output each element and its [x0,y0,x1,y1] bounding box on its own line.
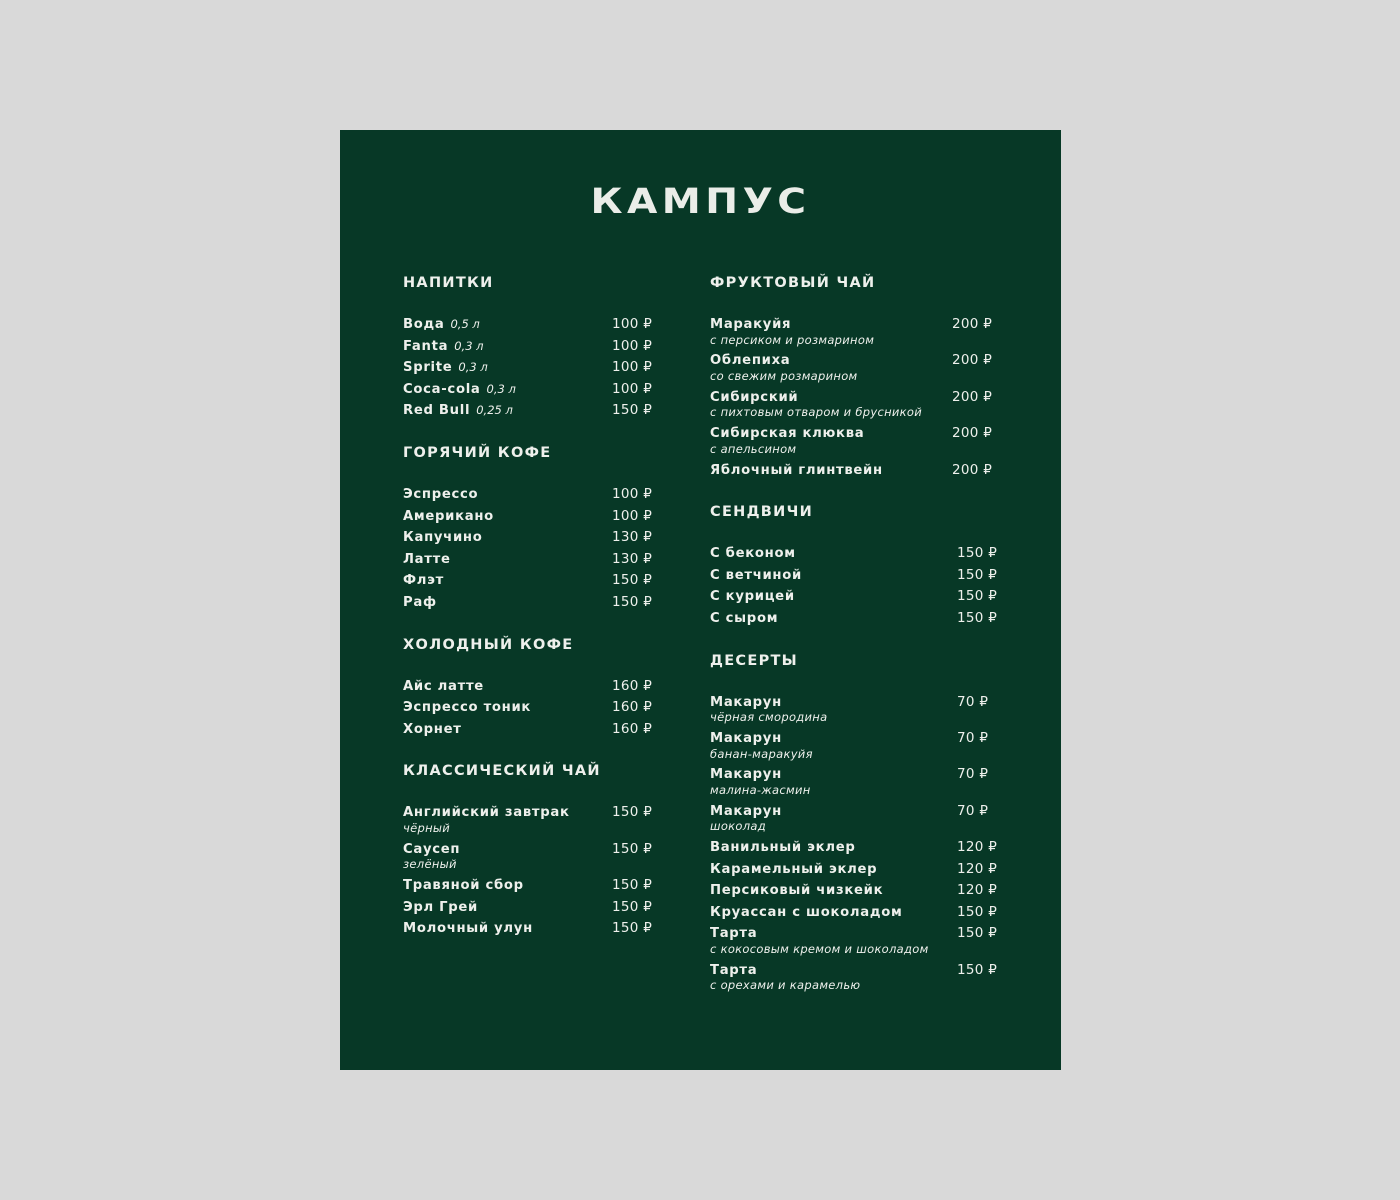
item-price: 200 ₽ [952,388,993,405]
item-note: банан-маракуйя [710,746,813,761]
item-price: 160 ₽ [612,699,653,716]
item-note: с пихтовым отваром и брусникой [710,405,923,420]
item-name: Макарун [710,694,782,710]
item-note: чёрный [403,820,451,835]
item-price: 150 ₽ [957,903,998,920]
item-price: 100 ₽ [612,337,653,354]
section-heading: НАПИТКИ [403,275,494,291]
item-name: Fanta [403,338,449,354]
item-price: 150 ₽ [957,588,998,605]
item-price: 120 ₽ [957,839,998,856]
item-name: Сибирская клюква [710,426,865,442]
item-name: Тарта [710,962,758,978]
item-price: 150 ₽ [612,840,653,857]
item-price: 150 ₽ [957,566,998,583]
menu-item [710,960,1010,996]
item-name: Макарун [710,767,782,783]
item-price: 160 ₽ [612,677,653,694]
menu-item [710,692,1010,728]
menu-item [710,543,1010,565]
item-name: Эрл Грей [403,899,478,915]
item-name: Хорнет [403,721,462,737]
menu-item [403,570,665,592]
item-name: Молочный улун [403,921,533,937]
item-name: Карамельный эклер [710,861,878,877]
item-name: Red Bull [403,403,471,419]
menu-item [403,400,665,422]
item-price: 150 ₽ [612,572,653,589]
menu-item [403,379,665,401]
menu-section [710,503,1010,629]
item-name: Вода [403,317,445,332]
item-price: 150 ₽ [957,545,998,562]
item-note: с персиком и розмарином [710,332,875,347]
menu-item [710,902,1010,924]
section-heading: ДЕСЕРТЫ [710,652,799,669]
item-name: Саусеп [403,841,461,857]
section-heading: КЛАССИЧЕСКИЙ ЧАЙ [403,763,601,780]
item-name: Coca-cola [403,381,481,397]
menu-section [403,444,665,614]
item-volume: 0,3 л [486,381,516,396]
menu-item [710,880,1010,902]
item-note: с апельсином [710,441,797,456]
item-note: малина-жасмин [710,782,811,797]
menu-item [710,837,1010,859]
item-price: 150 ₽ [612,920,653,937]
item-price: 100 ₽ [612,507,653,524]
item-price: 100 ₽ [612,380,653,397]
item-name: Облепиха [710,353,791,369]
item-name: Английский завтрак [403,805,570,821]
menu-item [710,565,1010,587]
menu-item [403,802,665,838]
menu-item [403,357,665,379]
menu-item [403,592,665,614]
item-price: 70 ₽ [957,693,989,710]
menu-item [710,586,1010,608]
menu-card [340,130,1061,1070]
menu-item [403,314,665,336]
menu-section [403,762,665,940]
item-price: 120 ₽ [957,882,998,899]
item-volume: 0,25 л [476,403,513,418]
item-name: Яблочный глинтвейн [710,462,883,478]
section-heading: СЕНДВИЧИ [710,504,814,521]
item-name: Капучино [403,530,483,546]
item-note: с орехами и карамелью [710,978,861,993]
menu-item [403,719,665,741]
menu-item [403,839,665,875]
section-heading: ГОРЯЧИЙ КОФЕ [403,444,552,461]
item-name: Персиковый чизкейк [710,883,884,899]
menu-item [403,918,665,940]
item-price: 100 ₽ [612,316,653,332]
menu-item [403,484,665,506]
menu-item [403,527,665,549]
item-price: 200 ₽ [952,461,993,478]
item-price: 160 ₽ [612,720,653,737]
item-name: Латте [403,551,451,567]
item-note: зелёный [403,857,457,872]
item-name: Макарун [710,803,782,819]
item-name: Маракуйя [710,317,792,332]
item-price: 130 ₽ [612,529,653,546]
item-name: Американо [403,508,494,524]
item-volume: 0,3 л [458,360,488,375]
menu-item [403,897,665,919]
item-name: Sprite [403,360,453,376]
item-name: С сыром [710,610,779,626]
menu-item [710,460,1010,482]
item-price: 150 ₽ [612,898,653,915]
menu-item [403,875,665,897]
item-name: Эспрессо тоник [403,700,532,716]
menu-item [403,506,665,528]
item-volume: 0,5 л [450,317,480,331]
menu-item [403,697,665,719]
item-price: 100 ₽ [612,485,653,502]
item-name: Макарун [710,730,782,746]
item-note: шоколад [710,819,766,834]
item-price: 200 ₽ [952,352,993,369]
item-name: Флэт [403,573,444,589]
item-price: 200 ₽ [952,425,993,442]
menu-item [710,764,1010,800]
menu-item [710,923,1010,959]
item-name: Ванильный эклер [710,840,856,856]
menu-section [403,274,665,422]
item-price: 150 ₽ [957,609,998,626]
menu-item [710,314,1010,350]
section-heading: ФРУКТОВЫЙ ЧАЙ [710,275,876,291]
menu-column-right [710,274,1010,1018]
menu-section [710,274,1010,481]
item-price: 120 ₽ [957,860,998,877]
item-name: Сибирский [710,389,799,405]
menu-item [710,423,1010,459]
item-price: 70 ₽ [957,729,989,746]
item-name: С ветчиной [710,567,802,583]
menu-item [403,549,665,571]
item-name: Эспрессо [403,486,479,502]
menu-column-left [403,274,665,962]
item-name: Травяной сбор [403,878,524,894]
item-name: Айс латте [403,678,484,694]
menu-section [403,636,665,741]
item-price: 130 ₽ [612,550,653,567]
item-price: 70 ₽ [957,766,989,783]
item-price: 150 ₽ [957,961,998,978]
item-price: 100 ₽ [612,359,653,376]
menu-item [710,801,1010,837]
item-name: Тарта [710,926,758,942]
item-name: С курицей [710,589,795,605]
menu-item [710,728,1010,764]
item-price: 150 ₽ [612,593,653,610]
item-note: чёрная смородина [710,710,828,725]
item-volume: 0,3 л [454,338,484,353]
menu-item [710,859,1010,881]
item-note: со свежим розмарином [710,368,858,383]
menu-title: КАМПУС [590,182,811,222]
section-heading: ХОЛОДНЫЙ КОФЕ [403,636,574,653]
item-price: 70 ₽ [957,802,989,819]
menu-section [710,652,1010,997]
menu-item [710,387,1010,423]
item-name: Круассан с шоколадом [710,904,903,920]
item-name: Раф [403,594,437,610]
menu-item [710,608,1010,630]
menu-item [403,336,665,358]
item-price: 150 ₽ [612,402,653,419]
menu-item [710,350,1010,386]
item-price: 150 ₽ [612,877,653,894]
item-price: 150 ₽ [612,804,653,821]
item-price: 200 ₽ [952,316,993,332]
item-name: С беконом [710,546,796,562]
item-price: 150 ₽ [957,925,998,942]
item-note: с кокосовым кремом и шоколадом [710,942,929,957]
menu-item [403,676,665,698]
